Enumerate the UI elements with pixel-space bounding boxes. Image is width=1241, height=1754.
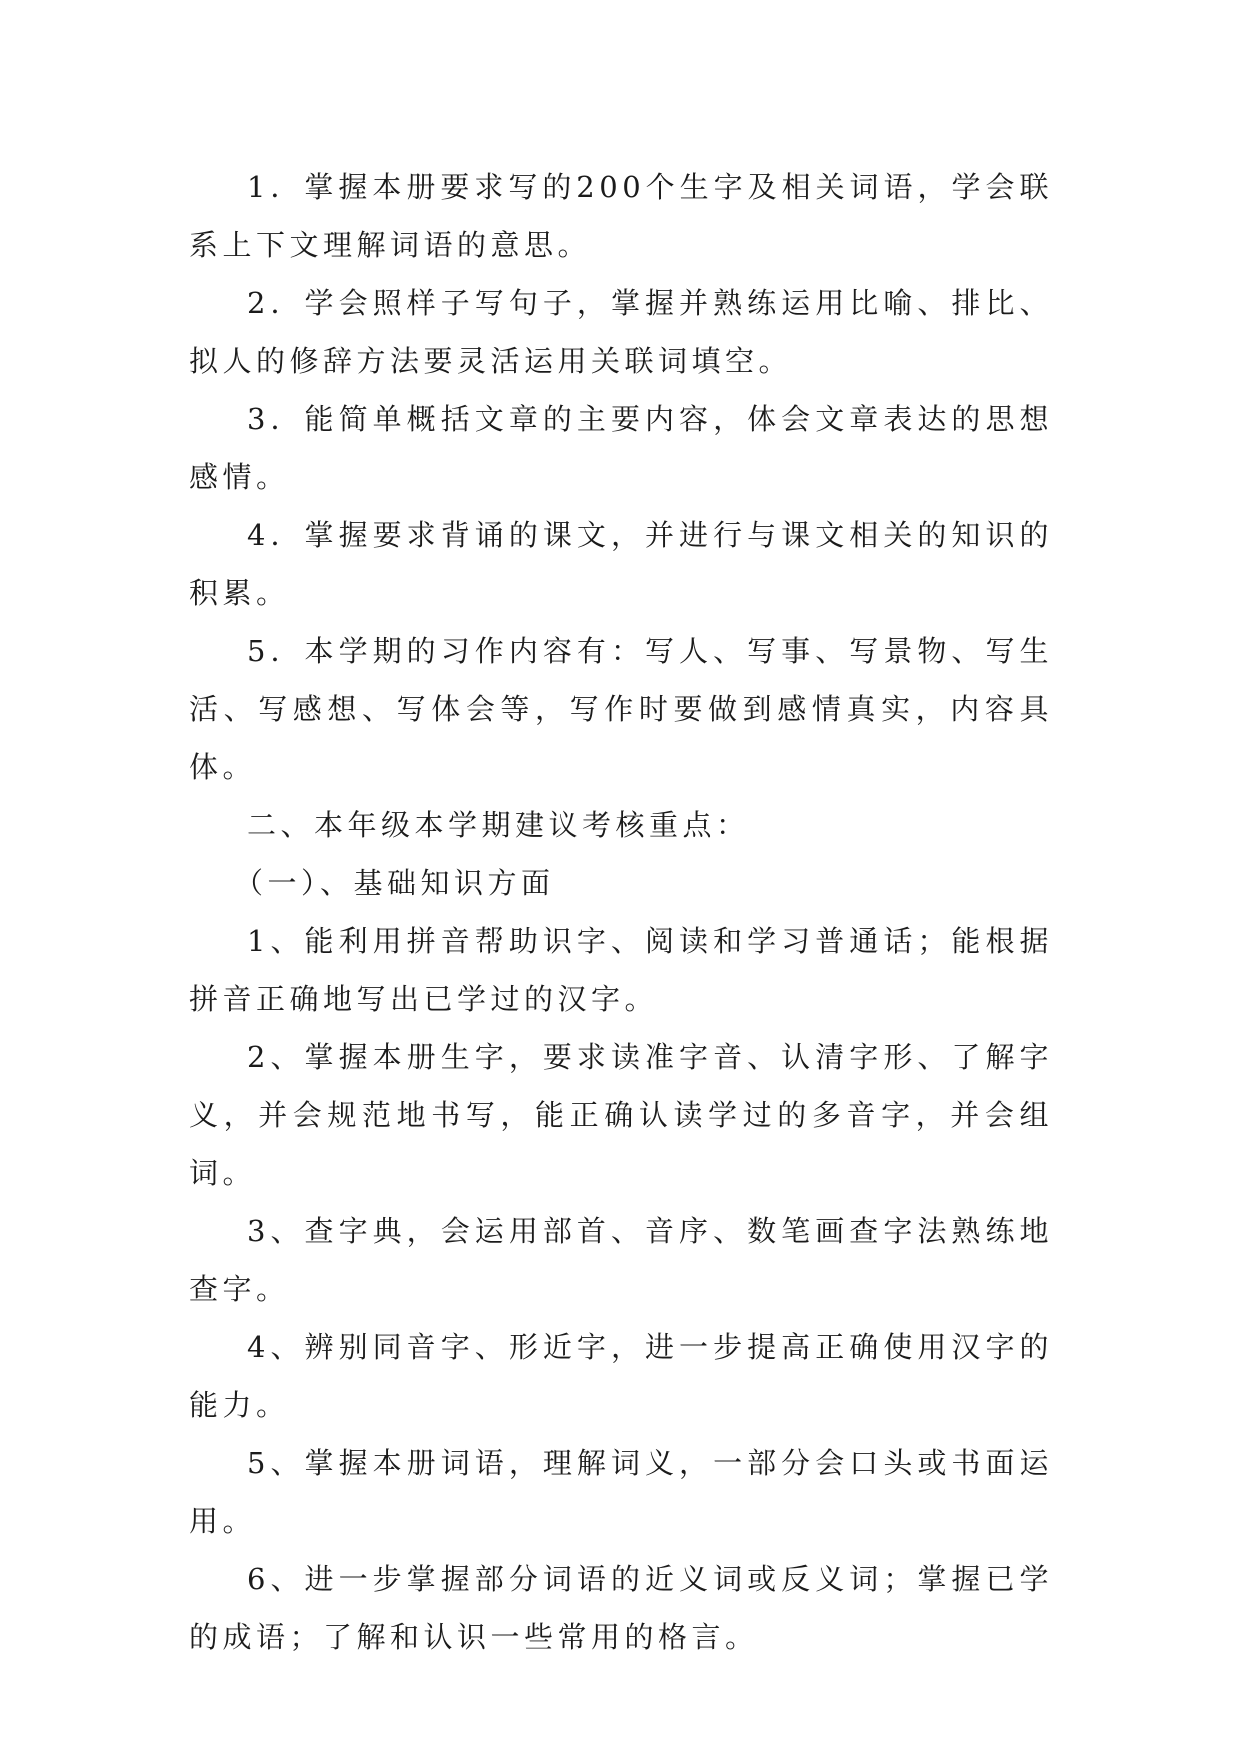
paragraph-objective-3: 3．能简单概括文章的主要内容，体会文章表达的思想感情。 xyxy=(189,402,1053,494)
subsection-heading-basics: （一）、基础知识方面 xyxy=(233,866,555,900)
paragraph-objective-4: 4．掌握要求背诵的课文，并进行与课文相关的知识的积累。 xyxy=(189,518,1053,610)
paragraph-basic-1: 1、能利用拼音帮助识字、阅读和学习普通话；能根据拼音正确地写出已学过的汉字。 xyxy=(189,924,1053,1016)
paragraph-basic-4: 4、辨别同音字、形近字，进一步提高正确使用汉字的能力。 xyxy=(189,1330,1053,1422)
paragraph-basic-3: 3、查字典，会运用部首、音序、数笔画查字法熟练地查字。 xyxy=(189,1214,1053,1306)
paragraph-objective-5: 5．本学期的习作内容有：写人、写事、写景物、写生活、写感想、写体会等，写作时要做到感情真实，内容具体。 xyxy=(189,634,1053,784)
paragraph-basic-5: 5、掌握本册词语，理解词义，一部分会口头或书面运用。 xyxy=(189,1446,1053,1538)
paragraph-basic-2: 2、掌握本册生字，要求读准字音、认清字形、了解字义，并会规范地书写，能正确认读学过的多音字，并会组词。 xyxy=(189,1040,1053,1190)
document-body xyxy=(189,158,1053,1666)
section-heading-assessment: 二、本年级本学期建议考核重点： xyxy=(247,808,750,842)
paragraph-basic-6: 6、进一步掌握部分词语的近义词或反义词；掌握已学的成语；了解和认识一些常用的格言。 xyxy=(189,1562,1053,1654)
paragraph-objective-2: 2．学会照样子写句子，掌握并熟练运用比喻、排比、拟人的修辞方法要灵活运用关联词填空。 xyxy=(189,286,1053,378)
paragraph-objective-1: 1．掌握本册要求写的200个生字及相关词语，学会联系上下文理解词语的意思。 xyxy=(189,170,1053,262)
